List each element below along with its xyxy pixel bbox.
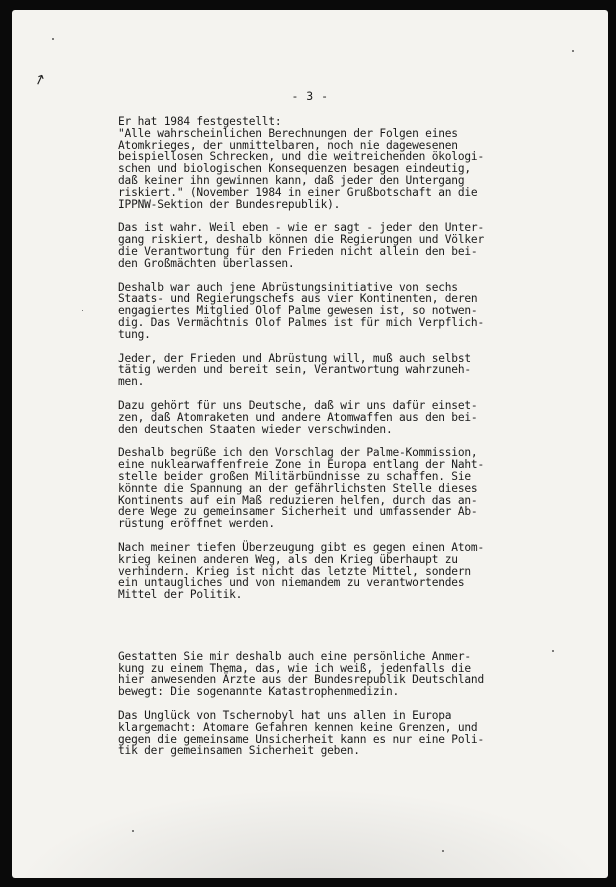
text-line: verhindern. Krieg ist nicht das letzte Mittel, sondern bbox=[118, 564, 471, 578]
text-line: könnte die Spannung an der gefährlichsten Stelle dieses bbox=[118, 481, 478, 495]
paragraph bbox=[118, 282, 548, 341]
text-line: dere Wege zu gemeinsamer Sicherheit und umfassender Ab- bbox=[118, 505, 478, 519]
text-line: men. bbox=[118, 375, 145, 389]
scan-speck bbox=[572, 50, 574, 52]
text-line: tung. bbox=[118, 327, 151, 341]
scan-noise bbox=[12, 788, 608, 878]
text-line: Das ist wahr. Weil eben - wie er sagt - jeder den Unter- bbox=[118, 221, 484, 235]
text-line: tätig werden und bereit sein, Verantwortung wahrzuneh- bbox=[118, 363, 471, 377]
text-line: Das Unglück von Tschernobyl hat uns allen in Europa bbox=[118, 709, 452, 723]
scan-speck bbox=[52, 38, 54, 40]
text-line: Gestatten Sie mir deshalb auch eine persönliche Anmer- bbox=[118, 649, 471, 663]
document-page bbox=[12, 10, 608, 878]
paragraph bbox=[118, 447, 548, 530]
text-line: Kontinents auf ein Maß reduzieren helfen, durch das an- bbox=[118, 493, 478, 507]
text-line: rüstung eröffnet werden. bbox=[118, 517, 275, 531]
text-line: ein untaugliches und von niemandem zu verantwortendes bbox=[118, 576, 465, 590]
text-line: Nach meiner tiefen Überzeugung gibt es gegen einen Atom- bbox=[118, 540, 484, 554]
text-line: daß keiner ihn gewinnen kann, daß jeder den Untergang bbox=[118, 173, 465, 187]
text-line: den Großmächten überlassen. bbox=[118, 256, 295, 270]
paragraph bbox=[118, 400, 548, 435]
text-line: Deshalb begrüße ich den Vorschlag der Palme-Kommission, bbox=[118, 446, 478, 460]
text-line: eine nuklearwaffenfreie Zone in Europa entlang der Naht- bbox=[118, 458, 484, 472]
text-line: Mittel der Politik. bbox=[118, 588, 243, 602]
text-line: Dazu gehört für uns Deutsche, daß wir uns dafür einset- bbox=[118, 398, 478, 412]
text-line: zen, daß Atomraketen und andere Atomwaffen aus den bei- bbox=[118, 410, 478, 424]
text-line: gang riskiert, deshalb können die Regierungen und Völker bbox=[118, 233, 484, 247]
text-line: den deutschen Staaten wieder verschwinden. bbox=[118, 422, 393, 436]
paragraph bbox=[118, 222, 548, 269]
text-line: schen und biologischen Konsequenzen besagen eindeutig, bbox=[118, 162, 471, 176]
text-line: IPPNW-Sektion der Bundesrepublik). bbox=[118, 197, 341, 211]
text-line: "Alle wahrscheinlichen Berechnungen der Folgen eines bbox=[118, 126, 458, 140]
paragraph bbox=[118, 542, 548, 601]
text-line: klargemacht: Atomare Gefahren kennen keine Grenzen, und bbox=[118, 720, 478, 734]
paragraph bbox=[118, 353, 548, 388]
text-line: riskiert." (November 1984 in einer Grußbotschaft an die bbox=[118, 185, 478, 199]
text-line: die Verantwortung für den Frieden nicht allein den bei- bbox=[118, 244, 478, 258]
paragraph bbox=[118, 710, 548, 757]
text-line: Deshalb war auch jene Abrüstungsinitiative von sechs bbox=[118, 280, 458, 294]
section-gap bbox=[118, 613, 548, 651]
text-line: krieg keinen anderen Weg, als den Krieg überhaupt zu bbox=[118, 552, 458, 566]
text-line: Staats- und Regierungschefs aus vier Kontinenten, deren bbox=[118, 292, 478, 306]
page-number: - 3 - bbox=[291, 89, 329, 103]
text-line: bewegt: Die sogenannte Katastrophenmedizin. bbox=[118, 685, 400, 699]
text-line: tik der gemeinsamen Sicherheit geben. bbox=[118, 744, 360, 758]
text-line: Jeder, der Frieden und Abrüstung will, muß auch selbst bbox=[118, 351, 471, 365]
paragraph bbox=[118, 651, 548, 698]
text-line: Er hat 1984 festgestellt: bbox=[118, 115, 282, 128]
handwritten-mark: ↗ bbox=[31, 70, 49, 90]
text-line: kung zu einem Thema, das, wie ich weiß, jedenfalls die bbox=[118, 661, 471, 675]
document-body bbox=[118, 116, 548, 769]
text-line: engagiertes Mitglied Olof Palme gewesen ist, so notwen- bbox=[118, 304, 478, 318]
text-line: gegen die gemeinsame Unsicherheit kann es nur eine Poli- bbox=[118, 732, 484, 746]
scan-speck bbox=[552, 650, 554, 652]
paragraph bbox=[118, 116, 548, 210]
text-line: stelle beider großen Militärbündnisse zu schaffen. Sie bbox=[118, 469, 471, 483]
text-line: dig. Das Vermächtnis Olof Palmes ist für mich Verpflich- bbox=[118, 315, 484, 329]
text-line: beispiellosen Schrecken, und die weitreichenden ökologi- bbox=[118, 150, 484, 164]
text-line: Atomkrieges, der unmittelbaren, noch nie dagewesenen bbox=[118, 138, 458, 152]
text-line: hier anwesenden Ärzte aus der Bundesrepublik Deutschland bbox=[118, 673, 484, 687]
scan-speck bbox=[82, 310, 83, 311]
